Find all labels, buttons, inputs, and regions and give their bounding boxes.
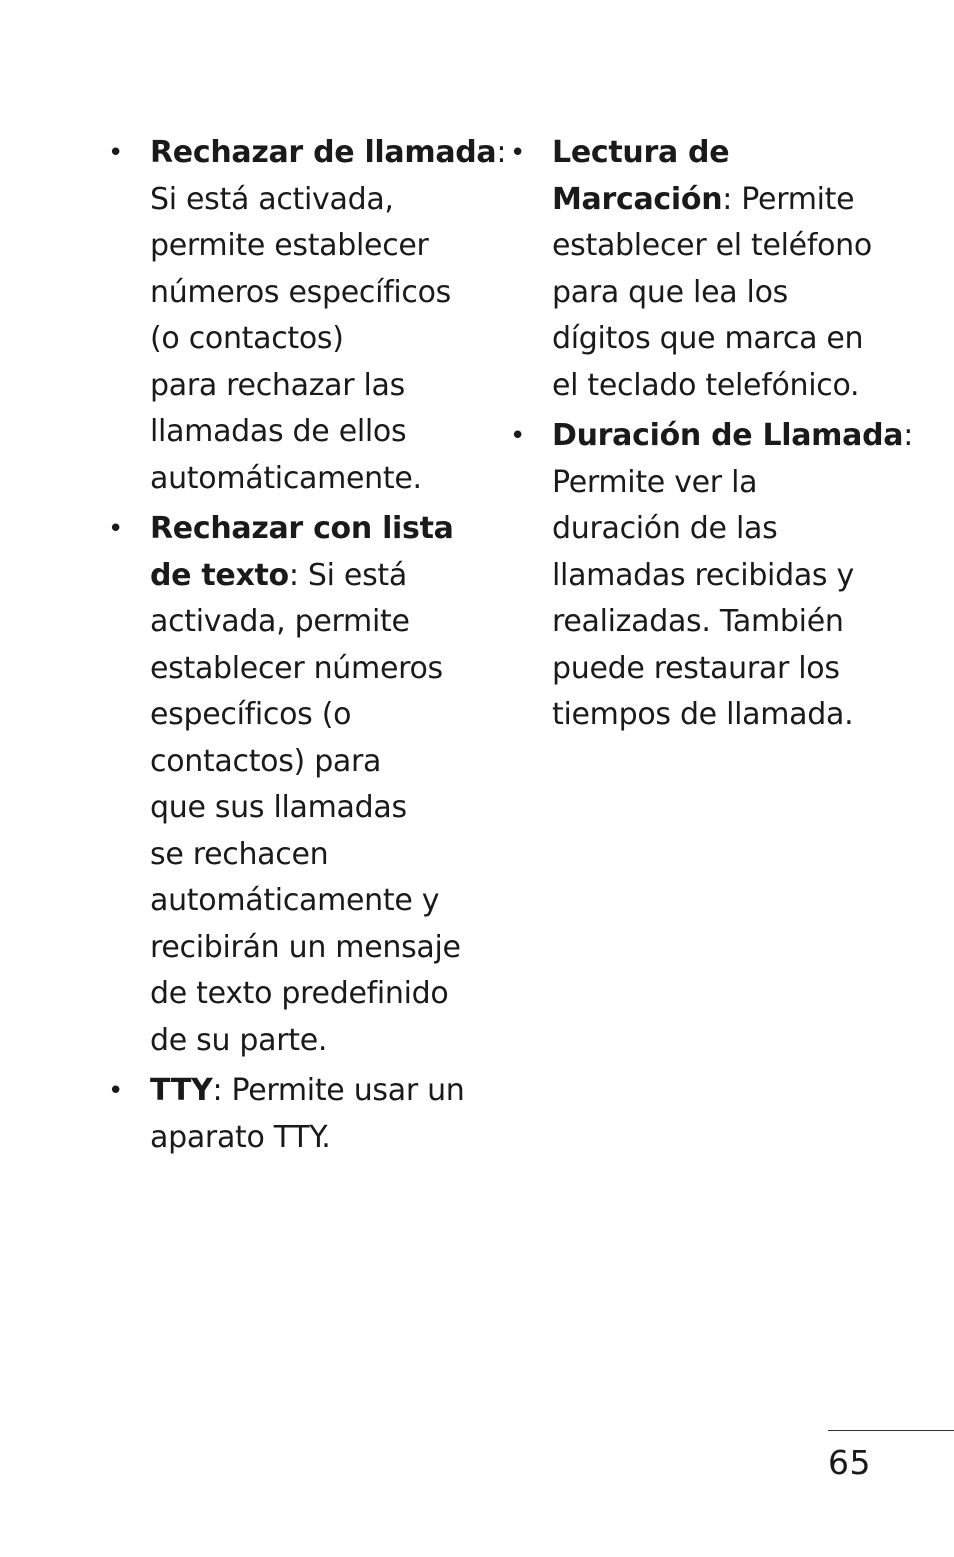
- list-item-rechazar-lista-texto: • Rechazar con lista de texto: Si está activada, permite establecer números específicos (o contactos) para que sus llamadas se rechacen automáticamente y recibirán un mensaje de texto predefinido de su parte.: [108, 506, 478, 1064]
- item-text-line: llamadas de ellos: [150, 414, 407, 449]
- item-text-line: de su parte.: [150, 1022, 328, 1058]
- bullet-marker: •: [510, 138, 526, 168]
- page-number: 65: [828, 1443, 871, 1482]
- item-term: Marcación: [552, 181, 723, 217]
- list-item-tty: • TTY: Permite usar un aparato TTY.: [108, 1068, 478, 1161]
- item-text-line: recibirán un mensaje: [150, 929, 461, 965]
- item-text-line: Si está activada,: [150, 181, 394, 217]
- item-text-line: para rechazar las: [150, 367, 405, 403]
- item-text-line: permite establecer: [150, 228, 429, 263]
- item-text-line: contactos) para: [150, 743, 382, 779]
- item-term: Duración de Llamada: [552, 418, 904, 453]
- list-item-rechazar-llamada: • Rechazar de llamada: Si está activada, permite establecer números específicos (o contactos) para rechazar las llamadas de ellos automáticamente.: [108, 130, 478, 502]
- item-text-line: el teclado telefónico.: [552, 367, 860, 403]
- item-text-line: automáticamente.: [150, 460, 422, 496]
- bullet-marker: •: [108, 514, 124, 544]
- list-item-lectura-marcacion: • Lectura de Marcación: Permite establecer el teléfono para que lea los dígitos que marca en el teclado telefónico.: [510, 130, 895, 409]
- bullet-marker: •: [108, 1076, 124, 1106]
- item-text-line: dígitos que marca en: [552, 321, 864, 356]
- item-text-line: duración de las: [552, 511, 778, 546]
- item-text-line: números específicos: [150, 274, 451, 310]
- bullet-marker: •: [510, 421, 526, 451]
- item-text-line: automáticamente y: [150, 883, 440, 918]
- item-text-line: realizadas. También: [552, 604, 844, 639]
- item-text-line: para que lea los: [552, 274, 788, 310]
- item-text-line: aparato TTY.: [150, 1119, 331, 1155]
- item-term: Lectura de: [552, 135, 730, 170]
- item-text-line: puede restaurar los: [552, 650, 840, 686]
- item-text-line: llamadas recibidas y: [552, 557, 854, 593]
- footer-divider: [828, 1430, 954, 1431]
- item-text-line: tiempos de llamada.: [552, 697, 854, 732]
- item-text-line: Permite ver la: [552, 464, 758, 500]
- left-column: [108, 130, 507, 1165]
- item-text-line: que sus llamadas: [150, 790, 407, 825]
- item-text-line: establecer números: [150, 650, 443, 686]
- item-term: TTY: [150, 1073, 213, 1108]
- item-text-line: específicos (o: [150, 697, 352, 732]
- item-term: Rechazar de llamada: [150, 135, 497, 170]
- item-text-line: (o contactos): [150, 321, 344, 356]
- item-term: de texto: [150, 557, 289, 593]
- right-column: [510, 130, 914, 743]
- item-term: Rechazar con lista: [150, 511, 454, 546]
- item-text-line: se rechacen: [150, 836, 329, 872]
- item-text-line: activada, permite: [150, 604, 410, 639]
- item-text-line: establecer el teléfono: [552, 228, 872, 263]
- bullet-marker: •: [108, 138, 124, 168]
- item-text-line: de texto predefinido: [150, 976, 449, 1011]
- list-item-duracion-llamada: • Duración de Llamada: Permite ver la duración de las llamadas recibidas y realizadas. También puede restaurar los tiempos de llamada.: [510, 413, 895, 739]
